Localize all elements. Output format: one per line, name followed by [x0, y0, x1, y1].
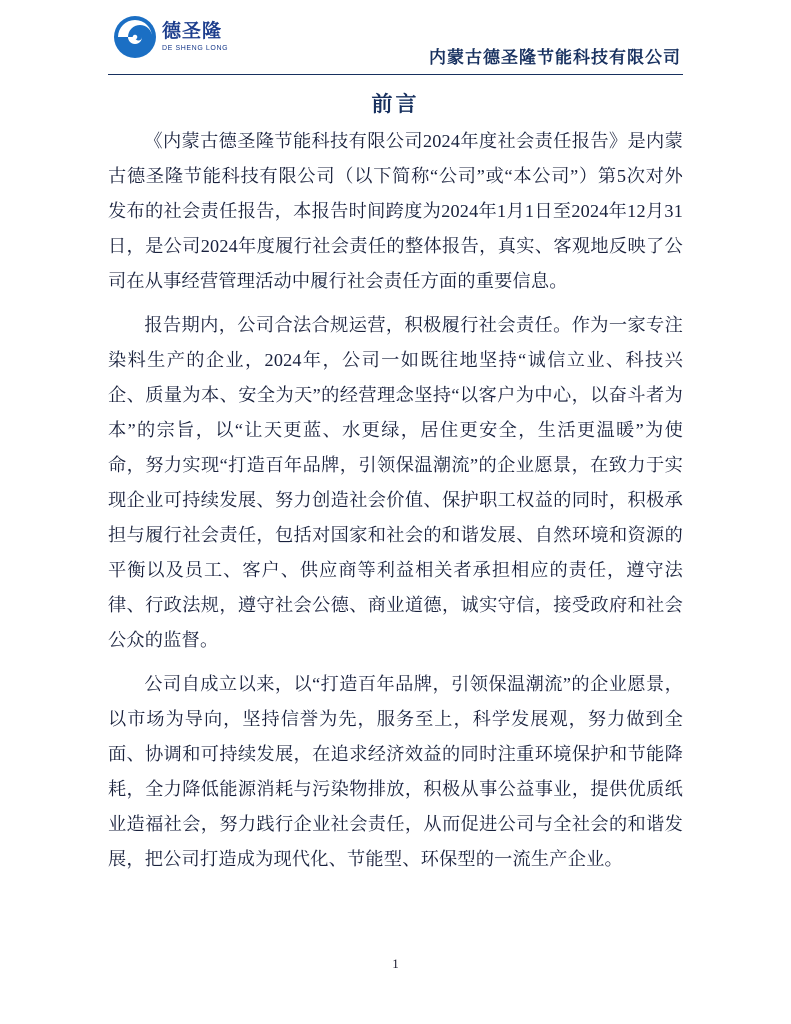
logo-name-en: DE SHENG LONG: [162, 45, 229, 52]
company-logo-text: [162, 22, 228, 52]
logo-name-cn: 德圣隆: [162, 21, 223, 42]
page-number: 1: [392, 956, 399, 971]
paragraph: 公司自成立以来，以“打造百年品牌，引领保温潮流”的企业愿景，以市场为导向，坚持信誉为先，服务至上，科学发展观，努力做到全面、协调和可持续发展，在追求经济效益的同时注重环境保护和节能降耗，全力降低能源消耗与污染物排放，积极从事公益事业，提供优质纸业造福社会，努力践行企业社会责任，从而促进公司与全社会的和谐发展，把公司打造成为现代化、节能型、环保型的一流生产企业。: [108, 674, 683, 869]
page-title: 前言: [371, 93, 420, 116]
document-body: [108, 124, 683, 877]
header-company-name: 内蒙古德圣隆节能科技有限公司: [429, 48, 681, 67]
page-header: [108, 0, 683, 74]
header-divider: [108, 74, 683, 75]
paragraph: 《内蒙古德圣隆节能科技有限公司2024年度社会责任报告》是内蒙古德圣隆节能科技有限公司（以下简称“公司”或“本公司”）第5次对外发布的社会责任报告，本报告时间跨度为2024年1月1日至2024年12月31日，是公司2024年度履行社会责任的整体报告，真实、客观地反映了公司在从事经营管理活动中履行社会责任方面的重要信息。: [108, 131, 683, 291]
paragraph: 报告期内，公司合法合规运营，积极履行社会责任。作为一家专注染料生产的企业，2024年，公司一如既往地坚持“诚信立业、科技兴企、质量为本、安全为天”的经营理念坚持“以客户为中心，以奋斗者为本”的宗旨，以“让天更蓝、水更绿，居住更安全，生活更温暖”为使命，努力实现“打造百年品牌，引领保温潮流”的企业愿景，在致力于实现企业可持续发展、努力创造社会价值、保护职工权益的同时，积极承担与履行社会责任，包括对国家和社会的和谐发展、自然环境和资源的平衡以及员工、客户、供应商等利益相关者承担相应的责任，遵守法律、行政法规，遵守社会公德、商业道德，诚实守信，接受政府和社会公众的监督。: [108, 315, 683, 650]
company-logo-swirl-icon: [112, 14, 158, 60]
company-logo: [112, 14, 228, 60]
